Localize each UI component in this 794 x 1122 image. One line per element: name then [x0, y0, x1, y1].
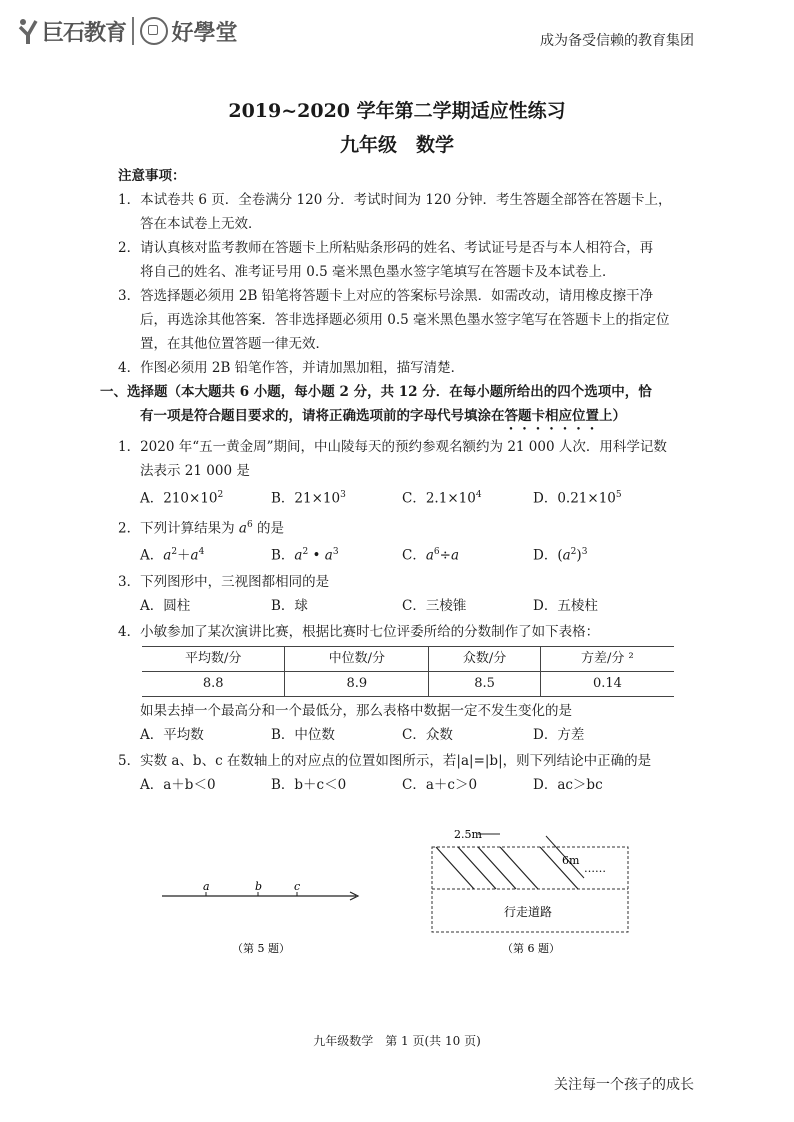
option-a: A．圆柱	[140, 597, 191, 614]
figures	[0, 800, 794, 980]
question-options	[118, 540, 688, 568]
option-a	[140, 483, 271, 511]
option-label: C．	[402, 547, 426, 564]
option-a: A．a＋b＜0	[140, 776, 216, 793]
section-text: 上）	[599, 408, 626, 424]
option-text: 210×10	[163, 490, 218, 507]
number-line-figure	[162, 880, 358, 955]
figure-caption: （第 6 题）	[502, 942, 560, 955]
section-heading-cont	[118, 404, 688, 433]
option-b: B．b＋c＜0	[271, 776, 347, 793]
width-label: 2.5m	[454, 828, 482, 841]
option-label: A．	[140, 490, 164, 507]
question-stem	[118, 513, 688, 541]
brand-subname: 好學堂	[171, 19, 238, 46]
option-text: 21×10	[294, 490, 341, 507]
section-text: 有一项是符合题目要求的，请将正确选项前的字母代号填涂在	[140, 408, 505, 424]
notice-line: 4．作图必须用 2B 铅笔作答，并请加黑加粗，描写清楚．	[118, 360, 465, 376]
option-d: D．五棱柱	[533, 597, 598, 614]
continuation-ellipsis: ……	[584, 862, 606, 875]
question-stem: 法表示 21 000 是	[140, 463, 250, 479]
option-label: A．	[140, 547, 164, 564]
question-options	[118, 594, 688, 618]
option-d: D．ac＞bc	[533, 776, 603, 793]
notice-line: 3．答选择题必须用 2B 铅笔将答题卡上对应的答案标号涂黑．如需改动，请用橡皮擦干净	[118, 288, 654, 304]
notice-line: 后，再选涂其他答案．答非选择题必须用 0.5 毫米黑色墨水签字笔写在答题卡上的指定位	[140, 312, 670, 328]
table-header-cell: 方差/分 ²	[540, 646, 674, 671]
question-options	[118, 483, 688, 511]
point-label-c: c	[294, 880, 301, 893]
table-cell: 8.9	[285, 671, 429, 696]
question-stem: 1．2020 年“五一黄金周”期间，中山陵每天的预约参观名额约为 21 000 人次．用科学记数	[118, 439, 667, 455]
stem-text: 的是	[252, 520, 284, 536]
logo-divider	[132, 17, 134, 45]
notice-line: 将自己的姓名、准考证号用 0.5 毫米黑色墨水签字笔填写在答题卡及本试卷上．	[140, 264, 616, 280]
option-a: A．平均数	[140, 726, 204, 743]
point-label-b: b	[255, 880, 263, 893]
notice-line: 置，在其他位置答题一律无效．	[140, 336, 329, 352]
table-header-cell: 中位数/分	[285, 646, 429, 671]
notice-line: 1．本试卷共 6 页．全卷满分 120 分．考试时间为 120 分钟．考生答题全部答在答题卡上，	[118, 192, 672, 208]
exam-title: 2019~2020 学年第二学期适应性练习	[228, 100, 566, 122]
option-c: C．$a^6\div a$	[402, 547, 460, 564]
road-label: 行走道路	[504, 905, 553, 919]
option-exponent: 4	[475, 490, 482, 500]
seal-icon	[140, 17, 168, 45]
table-cell: 0.14	[540, 671, 674, 696]
option-a: A．$a^2+a^4$	[140, 547, 205, 564]
brand-logo	[18, 14, 238, 48]
question-stem: 如果去掉一个最高分和一个最低分，那么表格中数据一定不发生变化的是	[140, 702, 572, 719]
option-b: B．中位数	[271, 726, 335, 743]
option-text: 2.1×10	[425, 490, 476, 507]
option-b: B．$a^2$ • $a^3$	[271, 547, 339, 564]
emphasis-text: 答题卡相应位置	[504, 408, 599, 424]
table-cell: 8.8	[142, 671, 285, 696]
table-header-row	[142, 646, 674, 671]
stem-variable: a	[238, 520, 247, 536]
option-label: D．	[533, 490, 558, 507]
option-b: B．球	[271, 597, 308, 614]
footer-slogan: 关注每一个孩子的成长	[554, 1077, 694, 1093]
table-header-cell: 平均数/分	[142, 646, 285, 671]
notice-line: 2．请认真核对监考教师在答题卡上所粘贴条形码的姓名、考试证号是否与本人相符合，再	[118, 240, 654, 256]
option-exponent: 3	[340, 490, 346, 500]
option-d: D．$(a^2)^3$	[533, 547, 588, 564]
question-stem: 5．实数 a、b、c 在数轴上的对应点的位置如图所示，若|a|=|b|，则下列结论中正确的是	[118, 752, 652, 769]
crosswalk-figure	[432, 828, 628, 955]
notice-heading: 注意事项：	[118, 168, 186, 184]
exam-content	[100, 164, 688, 797]
option-c	[402, 483, 533, 511]
question-stem: 4．小敏参加了某次演讲比赛，根据比赛时七位评委所给的分数制作了如下表格：	[118, 623, 600, 640]
option-exponent: 2	[217, 490, 224, 500]
option-b	[271, 483, 402, 511]
table-cell: 8.5	[429, 671, 540, 696]
option-d: D．方差	[533, 726, 585, 743]
exam-subtitle: 九年级 数学	[339, 134, 454, 156]
length-label: 6m	[562, 854, 580, 867]
option-label: D．	[533, 547, 558, 564]
table-header-cell: 众数/分	[429, 646, 540, 671]
stem-text: 2．下列计算结果为	[118, 520, 239, 536]
stem-exponent: 6	[246, 519, 253, 530]
option-label: C．	[402, 490, 426, 507]
point-label-a: a	[203, 880, 210, 893]
notice-line: 答在本试卷上无效．	[140, 216, 262, 232]
question-stem: 3．下列图形中，三视图都相同的是	[118, 573, 330, 590]
table-row	[142, 671, 674, 696]
header-slogan: 成为备受信赖的教育集团	[540, 33, 694, 49]
option-c: C．众数	[402, 726, 453, 743]
brand-name: 巨石教育	[42, 20, 127, 46]
option-label: B．	[271, 490, 295, 507]
brand-mark-icon	[18, 17, 38, 45]
question-options	[118, 723, 688, 747]
option-label: B．	[271, 547, 295, 564]
option-exponent: 5	[615, 490, 622, 500]
option-d	[533, 483, 664, 511]
stripe-lines	[436, 847, 578, 889]
score-table	[142, 646, 674, 697]
option-text: 0.21×10	[557, 490, 616, 507]
option-c: C．三棱锥	[402, 597, 467, 614]
option-c: C．a＋c＞0	[402, 776, 478, 793]
page-footer: 九年级数学 第 1 页(共 10 页)	[313, 1034, 481, 1048]
figure-caption: （第 5 题）	[232, 942, 290, 955]
question-options	[118, 773, 688, 797]
section-heading: 一、选择题（本大题共 6 小题，每小题 2 分，共 12 分．在每小题所给出的四个选项中，恰	[100, 384, 652, 400]
